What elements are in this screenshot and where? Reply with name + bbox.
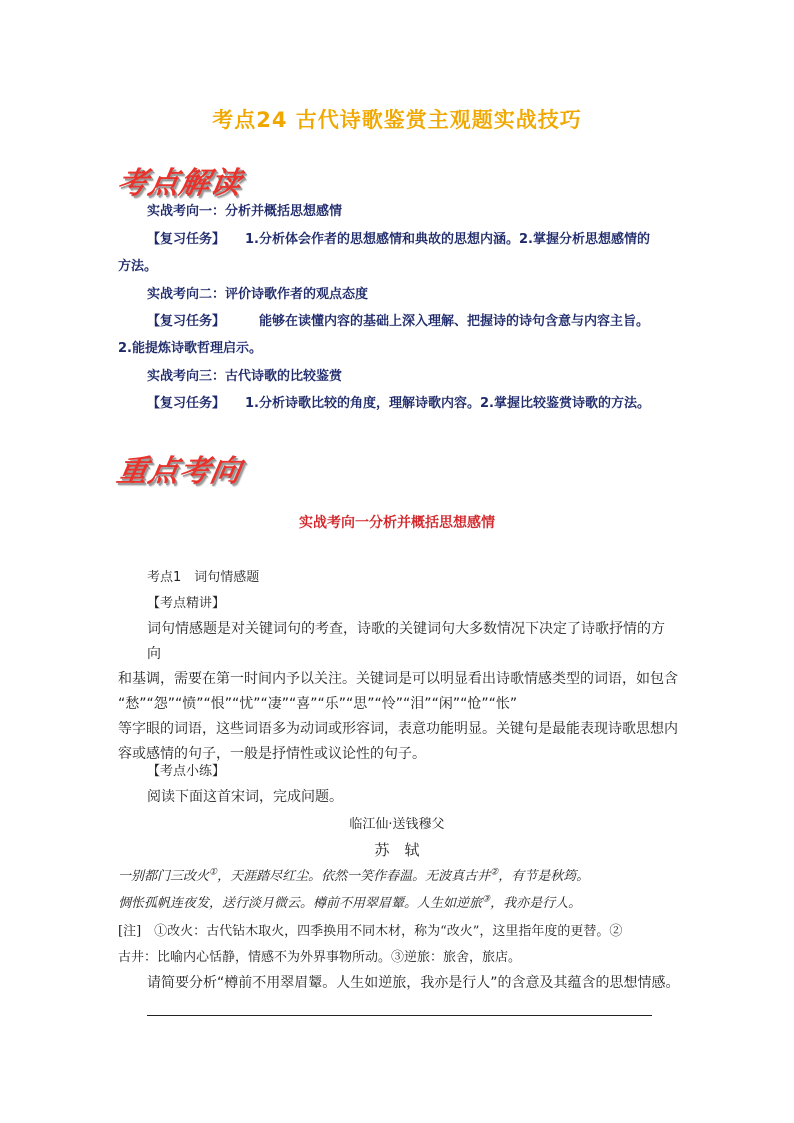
direction-3-task-tag: 【复习任务】 [147, 396, 226, 411]
poem-line-2b: ，我亦是行人。 [490, 896, 582, 911]
direction-1-task-line1: 1.分析体会作者的思想感情和典故的思想内涵。2.掌握分析思想感情的 [245, 232, 650, 247]
footnote-marker-1: ① [209, 867, 218, 878]
direction-2-task-line1: 能够在读懂内容的基础上深入理解、把握诗的诗句含意与内容主旨。 [259, 314, 650, 329]
poem-line-2a: 惆怅孤帆连夜发，送行淡月微云。樽前不用翠眉颦。人生如逆旅 [118, 896, 483, 911]
xiaolian-tag: 【考点小练】 [147, 764, 226, 779]
direction-1-task-tag: 【复习任务】 [147, 232, 226, 247]
jingjiang-line-1: 词句情感题是对关键词句的考查，诗歌的关键词句大多数情况下决定了诗歌抒情的方向 [147, 621, 665, 662]
banner-zhongdian-kaoxiang: 重点考向 [114, 454, 245, 489]
notes-line-2: 古井：比喻内心恬静，情感不为外界事物所动。③逆旅：旅舍，旅店。 [118, 950, 522, 965]
direction-2-label: 实战考向二：评价诗歌作者的观点态度 [147, 287, 369, 302]
direction-2-task-line2: 2.能提炼诗歌哲理启示。 [118, 341, 262, 356]
jingjiang-line-5: 容或感情的句子，一般是抒情性或议论性的句子。 [118, 746, 426, 762]
point-label: 考点1 词句情感题 [147, 570, 260, 585]
answer-line[interactable] [147, 1015, 652, 1016]
direction-2-task-tag: 【复习任务】 [147, 314, 226, 329]
jingjiang-tag: 【考点精讲】 [147, 596, 226, 611]
jingjiang-line-3: “愁”“怨”“愤”“恨”“忧”“凄”“喜”“乐”“思”“怜”“泪”“闲”“怆”“怅” [118, 696, 518, 712]
section-heading: 实战考向一分析并概括思想感情 [299, 515, 495, 531]
question: 请简要分析“樽前不用翠眉颦。人生如逆旅，我亦是行人”的含意及其蕴含的思想情感。 [147, 975, 680, 991]
footnote-marker-3: ③ [482, 894, 491, 905]
direction-3-task-line1: 1.分析诗歌比较的角度，理解诗歌内容。2.掌握比较鉴赏诗歌的方法。 [245, 396, 650, 411]
poem-line-1 [118, 865, 589, 884]
direction-3-label: 实战考向三：古代诗歌的比较鉴赏 [147, 369, 343, 384]
poem-line-1b: ，天涯踏尽红尘。依然一笑作春温。无波真古井 [217, 869, 491, 884]
poem-line-1a: 一别都门三改火 [118, 869, 210, 884]
instruction: 阅读下面这首宋词，完成问题。 [147, 789, 343, 805]
poem-author: 苏 轼 [374, 841, 420, 859]
notes-line-1: [注] ①改火：古代钻木取火，四季换用不同木材，称为“改火”，这里指年度的更替。② [118, 924, 623, 939]
poem-title: 临江仙·送钱穆父 [349, 817, 445, 832]
jingjiang-line-2: 和基调，需要在第一时间内予以关注。关键词是可以明显看出诗歌情感类型的词语，如包含 [118, 671, 678, 687]
direction-1-label: 实战考向一：分析并概括思想感情 [147, 204, 343, 219]
jingjiang-paragraph [118, 617, 678, 767]
footnote-marker-2: ② [490, 867, 499, 878]
poem-line-1c: ，有节是秋筠。 [498, 869, 590, 884]
page-title: 考点24 古代诗歌鉴赏主观题实战技巧 [212, 108, 582, 132]
direction-1-task-line2: 方法。 [118, 259, 158, 274]
poem-line-2 [118, 892, 581, 911]
jingjiang-line-4: 等字眼的词语，这些词语多为动词或形容词，表意功能明显。关键句是最能表现诗歌思想内 [118, 721, 678, 737]
banner-kaodian-jiedu: 考点解读 [114, 166, 245, 201]
